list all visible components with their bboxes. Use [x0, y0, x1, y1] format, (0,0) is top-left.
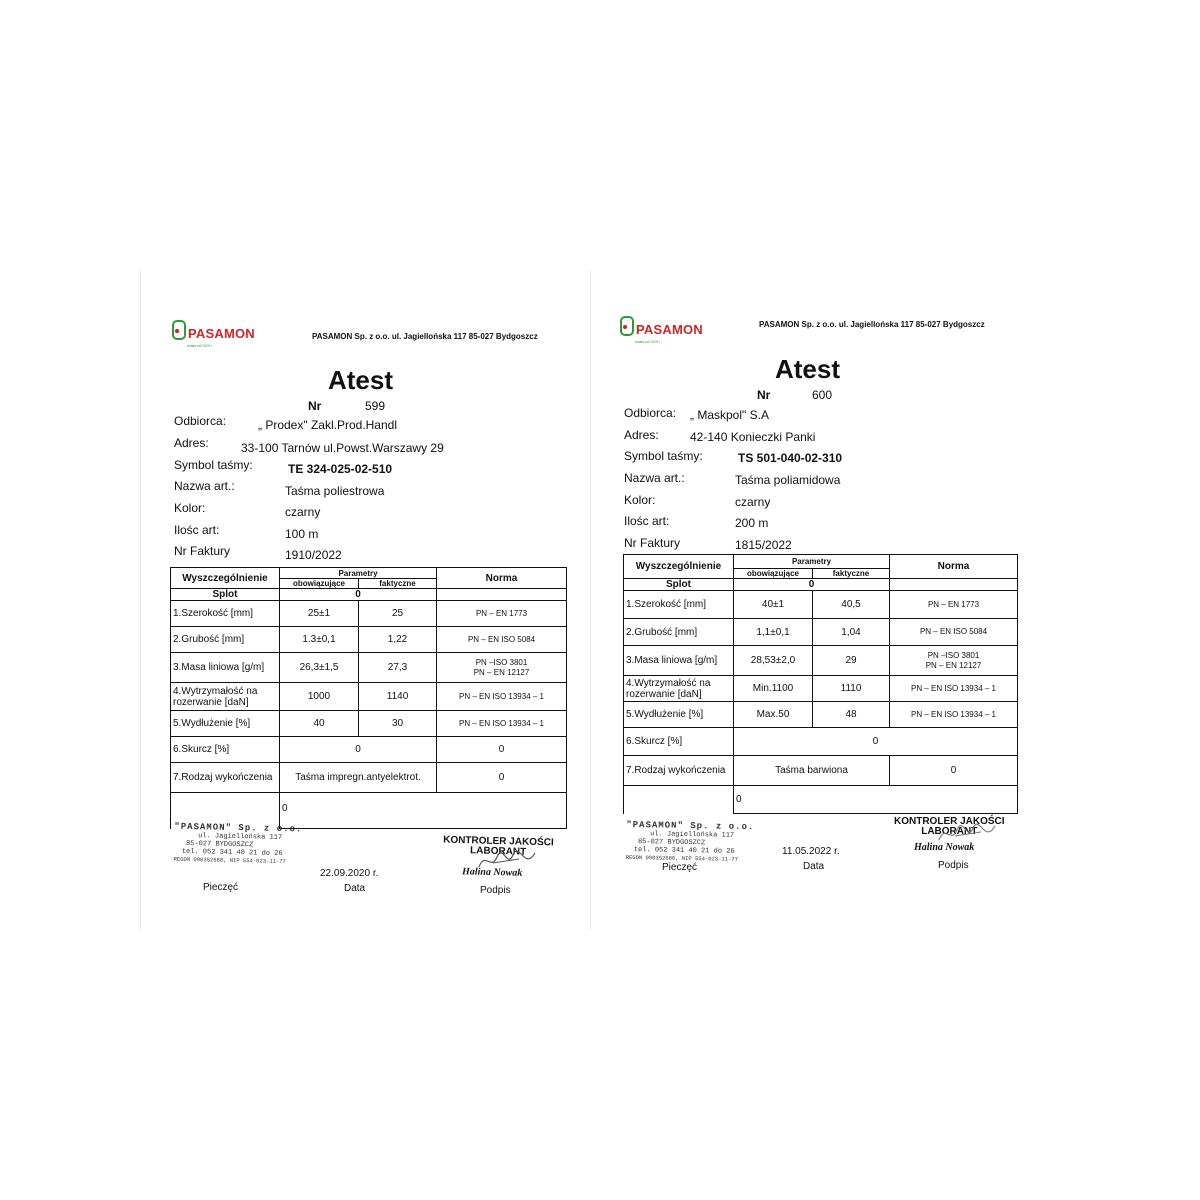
row-label: 2.Grubość [mm] [624, 619, 734, 646]
splot-norma [437, 589, 567, 601]
header-parametry: Parametry [734, 555, 890, 569]
nr-label: Nr [757, 388, 771, 402]
stamp-line: "PASAMON" Sp. z o.o. [174, 821, 303, 835]
field-value-faktura: 1910/2022 [285, 548, 342, 562]
field-value-nazwa: Taśma poliestrowa [285, 484, 385, 498]
logo-text: PASAMON [636, 322, 703, 337]
table-row [624, 676, 1018, 702]
stamp-line: REGON 090352680, NIP 554-023-11-77 [625, 853, 738, 863]
row-norma: PN – EN ISO 5084 [890, 619, 1018, 646]
row-label: 1.Szerokość [mm] [624, 591, 734, 619]
table-row [171, 653, 567, 683]
last-value: 0 [734, 786, 1018, 814]
field-value-ilosc: 100 m [285, 527, 319, 541]
rodzaj-norma: 0 [437, 763, 567, 793]
table-row [624, 591, 1018, 619]
pieczec-label: Pieczęć [662, 862, 698, 873]
atest-sheet-600 [590, 270, 1040, 930]
field-value-symbol: TE 324-025-02-510 [288, 462, 393, 476]
row-obowiazujace: 1000 [280, 683, 359, 711]
nr-value: 600 [812, 388, 833, 402]
row-obowiazujace: Min.1100 [734, 676, 813, 702]
row-norma: PN – EN 1773 [890, 591, 1018, 619]
field-value-adres: 33-100 Tarnów ul.Powst.Warszawy 29 [241, 441, 444, 455]
row-faktyczne: 1,22 [359, 627, 437, 653]
header-obowiazujace: obowiązujące [280, 579, 359, 589]
pasamon-logo [620, 316, 703, 344]
row-label: 3.Masa liniowa [g/m] [624, 646, 734, 676]
row-faktyczne: 1110 [813, 676, 890, 702]
stamp-line: ul. Jagiellońska 117 [650, 830, 735, 840]
header-obowiazujace: obowiązujące [734, 569, 813, 579]
row-obowiazujace: 1,1±0,1 [734, 619, 813, 646]
parameters-table [170, 567, 567, 829]
skurcz-label: 6.Skurcz [%] [171, 737, 280, 763]
row-norma: PN – EN 1773 [437, 601, 567, 627]
signer-name: Halina Nowak [914, 842, 975, 853]
splot-label: Splot [624, 579, 734, 591]
rodzaj-value: Taśma barwiona [734, 756, 890, 786]
rodzaj-value: Taśma impregn.antyelektrot. [280, 763, 437, 793]
table-row [171, 737, 567, 763]
stamp-line: tel. 052 341 40 21 do 26 [181, 847, 283, 858]
field-label-kolor: Kolor: [624, 493, 656, 507]
row-obowiazujace: 40 [280, 711, 359, 737]
skurcz-norma: 0 [734, 728, 1018, 756]
field-label-nazwa: Nazwa art.: [624, 471, 685, 485]
row-faktyczne: 1,04 [813, 619, 890, 646]
table-row [171, 683, 567, 711]
header-faktyczne: faktyczne [813, 569, 890, 579]
pasamon-logo-icon [620, 316, 634, 336]
row-faktyczne: 40,5 [813, 591, 890, 619]
pasamon-logo [172, 320, 255, 348]
row-faktyczne: 1140 [359, 683, 437, 711]
pasamon-logo-icon [172, 320, 186, 340]
data-label: Data [344, 883, 366, 894]
header-parametry: Parametry [280, 568, 437, 579]
table-row [624, 646, 1018, 676]
stamp-line: tel. 052 341 40 21 do 26 [633, 846, 735, 856]
table-row [624, 619, 1018, 646]
table-row [171, 711, 567, 737]
skurcz-norma: 0 [437, 737, 567, 763]
row-obowiazujace: 25±1 [280, 601, 359, 627]
field-value-kolor: czarny [285, 505, 321, 519]
splot-label: Splot [171, 589, 280, 601]
row-norma: PN –ISO 3801 PN – EN 12127 [890, 646, 1018, 676]
row-label: 2.Grubość [mm] [171, 627, 280, 653]
field-value-faktura: 1815/2022 [735, 538, 792, 552]
row-obowiazujace: 28,53±2,0 [734, 646, 813, 676]
table-row [624, 728, 1018, 756]
stamp-line: 85-027 BYDGOSZCZ [185, 839, 254, 850]
header-norma: Norma [437, 568, 567, 589]
table-row [171, 601, 567, 627]
stamp-line: REGON 090352680, NIP 554-023-11-77 [173, 855, 286, 866]
data-label: Data [803, 861, 825, 872]
logo-text: PASAMON [188, 326, 255, 341]
company-stamp [626, 820, 755, 864]
row-faktyczne: 48 [813, 702, 890, 728]
podpis-label: Podpis [480, 885, 511, 896]
row-norma: PN – EN ISO 5084 [437, 627, 567, 653]
field-value-odbiorca: „ Maskpol" S.A [690, 408, 769, 422]
field-label-faktura: Nr Faktury [174, 544, 231, 558]
company-stamp [174, 822, 303, 867]
field-label-faktura: Nr Faktury [624, 536, 681, 550]
signer-name: Halina Nowak [461, 866, 523, 879]
nr-label: Nr [308, 399, 322, 413]
table-row [171, 627, 567, 653]
row-obowiazujace: Max.50 [734, 702, 813, 728]
row-label: 3.Masa liniowa [g/m] [171, 653, 280, 683]
table-row [624, 702, 1018, 728]
stamp-line: 85-027 BYDGOSZCZ [637, 838, 706, 848]
field-label-odbiorca: Odbiorca: [624, 406, 677, 420]
row-faktyczne: 30 [359, 711, 437, 737]
field-label-symbol: Symbol taśmy: [624, 449, 703, 463]
logo-subtext: działa od 1929 r. [635, 340, 661, 344]
field-value-odbiorca: „ Prodex" Zakl.Prod.Handl [258, 418, 397, 432]
splot-norma [890, 579, 1018, 591]
pieczec-label: Pieczęć [203, 882, 239, 893]
company-line: PASAMON Sp. z o.o. ul. Jagiellońska 117 85-027 Bydgoszcz [312, 332, 538, 341]
header-wyszczegolnienie: Wyszczególnienie [171, 568, 280, 589]
row-label: 4.Wytrzymałość na rozerwanie [daN] [624, 676, 734, 702]
field-label-symbol: Symbol taśmy: [174, 458, 253, 472]
laborant-line: LABORANT [921, 826, 978, 837]
table-row [624, 756, 1018, 786]
row-faktyczne: 29 [813, 646, 890, 676]
field-value-ilosc: 200 m [735, 516, 769, 530]
row-label: 4.Wytrzymałość na rozerwanie [daN] [171, 683, 280, 711]
row-norma: PN – EN ISO 13934 – 1 [890, 676, 1018, 702]
laborant-line: LABORANT [469, 845, 527, 858]
skurcz-label: 6.Skurcz [%] [624, 728, 734, 756]
last-value: 0 [280, 793, 567, 829]
certificate-date: 11.05.2022 r. [782, 846, 840, 857]
field-value-adres: 42-140 Konieczki Panki [690, 430, 816, 444]
field-value-symbol: TS 501-040-02-310 [738, 451, 843, 465]
table-row [171, 763, 567, 793]
company-line: PASAMON Sp. z o.o. ul. Jagiellońska 117 85-027 Bydgoszcz [759, 320, 985, 329]
nr-value: 599 [365, 399, 386, 413]
table-row [624, 786, 1018, 814]
field-label-odbiorca: Odbiorca: [174, 414, 227, 428]
sheet-edge [590, 270, 591, 930]
field-label-nazwa: Nazwa art.: [174, 479, 235, 493]
splot-value: 0 [280, 589, 437, 601]
row-obowiazujace: 40±1 [734, 591, 813, 619]
row-label: 5.Wydłużenie [%] [624, 702, 734, 728]
document-title: Atest [328, 365, 394, 395]
atest-sheet-599 [140, 270, 580, 930]
row-label: 5.Wydłużenie [%] [171, 711, 280, 737]
field-label-kolor: Kolor: [174, 501, 206, 515]
kontroler-line: KONTROLER JAKOŚCI [443, 834, 554, 849]
header-wyszczegolnienie: Wyszczególnienie [624, 555, 734, 579]
row-label: 1.Szerokość [mm] [171, 601, 280, 627]
field-label-ilosc: Ilośc art: [174, 523, 220, 537]
row-norma: PN – EN ISO 13934 – 1 [437, 711, 567, 737]
sheet-edge [140, 270, 141, 930]
splot-value: 0 [734, 579, 890, 591]
field-value-nazwa: Taśma poliamidowa [735, 473, 841, 487]
rodzaj-norma: 0 [890, 756, 1018, 786]
document-title: Atest [775, 354, 841, 384]
row-obowiazujace: 26,3±1,5 [280, 653, 359, 683]
field-label-adres: Adres: [174, 436, 209, 450]
row-faktyczne: 25 [359, 601, 437, 627]
stamp-line: ul. Jagiellońska 117 [198, 832, 283, 842]
stamp-line: "PASAMON" Sp. z o.o. [626, 819, 755, 833]
last-empty-cell [624, 786, 734, 814]
rodzaj-label: 7.Rodzaj wykończenia [171, 763, 280, 793]
header-faktyczne: faktyczne [359, 579, 437, 589]
header-norma: Norma [890, 555, 1018, 579]
row-norma: PN – EN ISO 13934 – 1 [890, 702, 1018, 728]
logo-subtext: działa od 1929 r. [187, 344, 213, 348]
skurcz-value: 0 [280, 737, 437, 763]
row-norma: PN – EN ISO 13934 – 1 [437, 683, 567, 711]
row-norma: PN –ISO 3801 PN – EN 12127 [437, 653, 567, 683]
row-faktyczne: 27,3 [359, 653, 437, 683]
field-value-kolor: czarny [735, 495, 771, 509]
kontroler-line: KONTROLER JAKOŚCI [894, 816, 1005, 827]
parameters-table [623, 554, 1018, 814]
rodzaj-label: 7.Rodzaj wykończenia [624, 756, 734, 786]
field-label-ilosc: Ilośc art: [624, 514, 670, 528]
certificate-date: 22.09.2020 r. [320, 868, 379, 879]
field-label-adres: Adres: [624, 428, 659, 442]
row-obowiazujace: 1.3±0,1 [280, 627, 359, 653]
podpis-label: Podpis [938, 860, 969, 871]
